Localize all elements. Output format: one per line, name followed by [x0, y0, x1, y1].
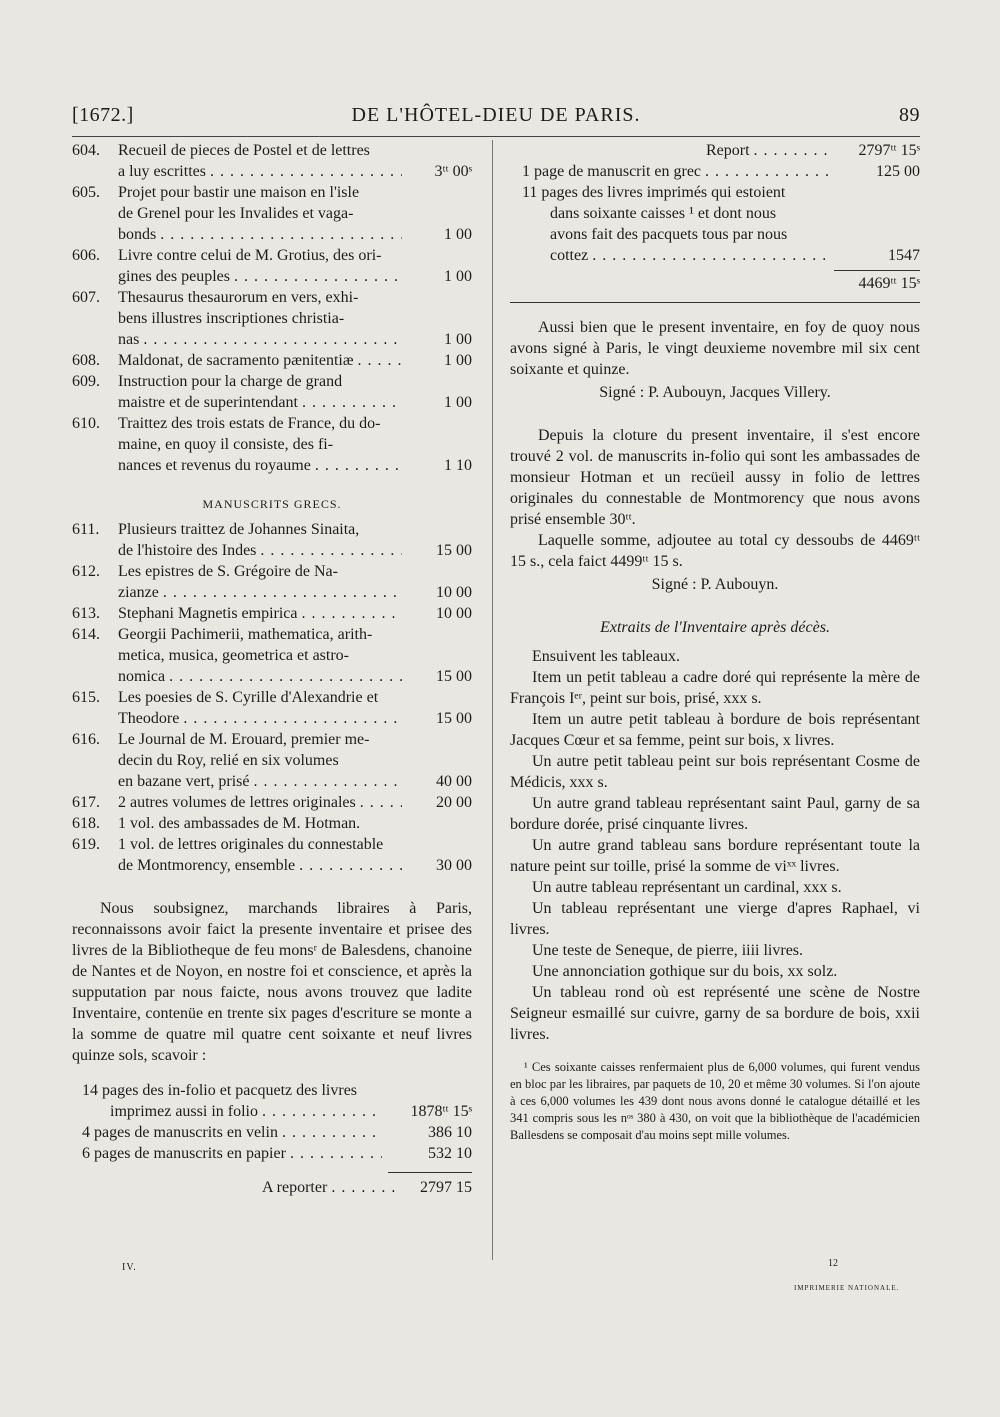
line-text: 1 vol. de lettres originales du connestable — [118, 836, 384, 853]
entry-line — [82, 1143, 472, 1164]
line-amount: 40 00 — [436, 773, 472, 790]
line-text: Les poesies de S. Cyrille d'Alexandrie et — [118, 689, 379, 706]
line-amount: 125 00 — [876, 163, 920, 180]
entry-line — [118, 666, 472, 687]
entry-number: 606. — [72, 247, 100, 264]
entry-number: 618. — [72, 815, 100, 832]
leader-dots — [210, 161, 402, 182]
tableau-item: Un autre grand tableau représentant saint Paul, garny de sa bordure dorée, prisé cinquante livres. — [510, 795, 920, 833]
entry-number: 604. — [72, 142, 100, 159]
line-text: de Montmorency, ensemble — [118, 857, 296, 874]
entry-number: 615. — [72, 689, 100, 706]
running-header — [72, 104, 920, 134]
report-amount: 2797 15 — [420, 1179, 472, 1196]
line-text: nas — [118, 331, 140, 348]
entry-number: 616. — [72, 731, 100, 748]
entry-line — [118, 455, 472, 476]
tableau-item: Item un petit tableau a cadre doré qui représente la mère de François Iᵉʳ, peint sur bois, prisé, xxx s. — [510, 669, 920, 707]
inventory-entry — [72, 287, 472, 350]
inventory-entry — [72, 561, 472, 603]
line-text: Livre contre celui de M. Grotius, des ori- — [118, 247, 382, 264]
line-text: Projet pour bastir une maison en l'isle — [118, 184, 360, 201]
line-text: Theodore — [118, 710, 180, 727]
header-title: DE L'HÔTEL-DIEU DE PARIS. — [351, 104, 641, 126]
line-amount: 15 00 — [436, 710, 472, 727]
line-amount: 15 00 — [436, 542, 472, 559]
inventory-entry — [72, 182, 472, 245]
line-text: 1 page de manuscrit en grec — [522, 163, 702, 180]
header-rule — [72, 136, 920, 137]
entry-number: 608. — [72, 352, 100, 369]
entries-list-a — [72, 140, 472, 476]
line-amount: 1 10 — [444, 457, 472, 474]
line-text: dans soixante caisses ¹ et dont nous — [550, 205, 777, 222]
line-text: a luy escrittes — [118, 163, 206, 180]
entry-line — [118, 203, 472, 224]
entry-line — [522, 182, 920, 203]
leader-dots — [358, 350, 403, 371]
entry-line — [118, 729, 472, 750]
leader-dots — [299, 855, 402, 876]
entry-number: 605. — [72, 184, 100, 201]
leader-dots — [360, 792, 402, 813]
somme-paragraph: Laquelle somme, adjoutee au total cy dessoubs de 4469ᵗᵗ 15 s., cela faict 4499ᵗᵗ 15 s. — [510, 532, 920, 570]
line-amount: 1 00 — [444, 268, 472, 285]
entry-line — [522, 161, 920, 182]
leader-dots — [183, 708, 402, 729]
entry-line — [118, 224, 472, 245]
line-text: zianze — [118, 584, 159, 601]
entry-line — [550, 224, 920, 245]
inventory-entry — [72, 245, 472, 287]
line-text: nances et revenus du royaume — [118, 457, 311, 474]
line-text: 2 autres volumes de lettres originales — [118, 794, 356, 811]
entry-number: 617. — [72, 794, 100, 811]
line-text: Les epistres de S. Grégoire de Na- — [118, 563, 338, 580]
entry-line — [118, 329, 472, 350]
inventory-entry — [72, 350, 472, 371]
line-amount: 532 10 — [428, 1145, 472, 1162]
entry-line — [118, 182, 472, 203]
line-text: bens illustres inscriptiones christia- — [118, 310, 345, 327]
report-label: A reporter — [262, 1179, 328, 1196]
inventory-entry — [72, 624, 472, 687]
leader-dots — [253, 771, 402, 792]
leader-dots — [290, 1143, 382, 1164]
right-sums — [522, 161, 920, 266]
line-text: 6 pages de manuscrits en papier — [82, 1145, 286, 1162]
entry-line — [118, 413, 472, 434]
entry-number: 619. — [72, 836, 100, 853]
entry-line — [550, 245, 920, 266]
line-amount: 386 10 — [428, 1124, 472, 1141]
line-text: imprimez aussi in folio — [110, 1103, 258, 1120]
carried-report-label: Report — [706, 142, 750, 159]
entries-list-b — [72, 519, 472, 876]
leader-dots — [163, 582, 402, 603]
left-column — [72, 140, 472, 1198]
leader-dots — [160, 224, 402, 245]
extraits-title: Extraits de l'Inventaire après décès. — [600, 619, 830, 636]
leader-dots — [592, 245, 830, 266]
line-text: 4 pages de manuscrits en velin — [82, 1124, 278, 1141]
line-text: metica, musica, geometrica et astro- — [118, 647, 350, 664]
entry-line — [118, 161, 472, 182]
header-year: [1672.] — [72, 104, 134, 126]
tableau-item: Item un autre petit tableau à bordure de bois représentant Jacques Cœur et sa femme, peint sur bois, x livres. — [510, 711, 920, 749]
signature-paragraph: Aussi bien que le present inventaire, en foy de quoy nous avons signé à Paris, le vingt deuxieme novembre mil six cent soixante et quinze. — [510, 319, 920, 378]
leader-dots — [302, 392, 402, 413]
carried-report-line — [706, 140, 920, 161]
tableau-item: Un autre petit tableau peint sur bois représentant Cosme de Médicis, xxx s. — [510, 753, 920, 791]
carried-report-amount: 2797ᵗᵗ 15ˢ — [858, 142, 920, 159]
line-amount: 1 00 — [444, 331, 472, 348]
leader-dots — [302, 603, 402, 624]
right-column — [510, 140, 920, 1144]
line-text: 11 pages des livres imprimés qui estoient — [522, 184, 786, 201]
line-text: avons fait des pacquets tous par nous — [550, 226, 788, 243]
entry-line — [118, 287, 472, 308]
line-amount: 1 00 — [444, 352, 472, 369]
line-amount: 10 00 — [436, 605, 472, 622]
sheet-number: 12 — [828, 1258, 838, 1269]
entry-line — [82, 1080, 472, 1101]
line-text: bonds — [118, 226, 157, 243]
entry-line — [118, 771, 472, 792]
tableau-item: Une annonciation gothique sur du bois, xx solz. — [532, 963, 838, 980]
line-text: Georgii Pachimerii, mathematica, arith- — [118, 626, 373, 643]
column-divider — [492, 140, 493, 1260]
tableau-item: Une teste de Seneque, de pierre, iiii livres. — [532, 942, 804, 959]
tableau-item: Ensuivent les tableaux. — [532, 648, 680, 665]
line-text: maine, en quoy il consiste, des fi- — [118, 436, 334, 453]
cloture-paragraph: Depuis la cloture du present inventaire, il s'est encore trouvé 2 vol. de manuscrits in-folio qui sont les ambassades de monsieur Hotman et un recüeil aussy in folio de lettres originales du connestable de Montmorency que nous avons prisé ensemble 30ᵗᵗ. — [510, 427, 920, 528]
tableau-item: Un tableau représentant une vierge d'apres Raphael, vi livres. — [510, 900, 920, 938]
sum-rule — [388, 1172, 472, 1173]
tableau-item: Un autre grand tableau sans bordure représentant toute la nature peint sur toille, prisé la somme de viˣˣ livres. — [510, 837, 920, 875]
footnote: ¹ Ces soixante caisses renfermaient plus de 6,000 volumes, qui furent vendus en bloc par les libraires, par paquets de 10, 20 et même 30 volumes. Si l'on ajoute à ces 6,000 volumes les 439 dont nous avons donné le catalogue détaillé et les 341 compris sous les nᵒˢ 380 à 430, on voit que la bibliothèque de l'académicien Ballesdens se composait d'au moins sept mille volumes. — [510, 1060, 920, 1142]
entry-line — [118, 266, 472, 287]
inventory-entry — [72, 603, 472, 624]
tableau-item: Un autre tableau représentant un cardinal, xxx s. — [532, 879, 842, 896]
line-amount: 10 00 — [436, 584, 472, 601]
leader-dots — [705, 161, 830, 182]
line-text: decin du Roy, relié en six volumes — [118, 752, 339, 769]
line-text: Plusieurs traittez de Johannes Sinaita, — [118, 521, 360, 538]
line-text: en bazane vert, prisé — [118, 773, 250, 790]
total-rule — [834, 270, 920, 271]
entry-number: 610. — [72, 415, 100, 432]
entry-line — [118, 140, 472, 161]
line-amount: 1547 — [888, 247, 920, 264]
line-text: 14 pages des in-folio et pacquetz des livres — [82, 1082, 358, 1099]
printer-imprint: IMPRIMERIE NATIONALE. — [794, 1284, 900, 1292]
entry-line — [118, 603, 472, 624]
leader-dots — [262, 1101, 382, 1122]
attestation-paragraph: Nous soubsignez, marchands libraires à Paris, reconnaissons avoir faict la presente inventaire et prisee des livres de la Bibliotheque de feu monsʳ de Balesdens, chanoine de Nantes et de Noyon, en nostre foi et conscience, et après la supputation par nous faicte, nous avons trouvez que ladite Inventaire, contenüe en trente six pages d'escriture se monte a la somme de quatre mil quatre cent soixante et neuf livres quinze sols, scavoir : — [72, 900, 472, 1064]
line-amount: 15 00 — [436, 668, 472, 685]
entry-line — [118, 392, 472, 413]
line-text: Thesaurus thesaurorum en vers, exhi- — [118, 289, 359, 306]
entry-line — [118, 708, 472, 729]
entry-line — [118, 561, 472, 582]
inventory-entry — [72, 519, 472, 561]
line-text: nomica — [118, 668, 166, 685]
entry-number: 614. — [72, 626, 100, 643]
line-amount: 1 00 — [444, 394, 472, 411]
entry-line — [118, 540, 472, 561]
line-text: gines des peuples — [118, 268, 230, 285]
inventory-entry — [72, 729, 472, 792]
line-amount: 3ᵗᵗ 00ˢ — [434, 163, 472, 180]
entry-line — [118, 855, 472, 876]
entry-line — [118, 813, 472, 834]
leader-dots — [143, 329, 402, 350]
leader-dots — [260, 540, 402, 561]
signature-1: Signé : P. Aubouyn, Jacques Villery. — [599, 384, 831, 401]
total-underline — [510, 302, 920, 303]
leader-dots — [315, 455, 402, 476]
entry-number: 612. — [72, 563, 100, 580]
entry-number: 611. — [72, 521, 100, 538]
entry-number: 607. — [72, 289, 100, 306]
grand-total: 4469ᵗᵗ 15ˢ — [858, 275, 920, 292]
leader-dots — [234, 266, 402, 287]
line-amount: 1 00 — [444, 226, 472, 243]
line-amount: 30 00 — [436, 857, 472, 874]
report-line — [262, 1177, 472, 1198]
page-number: 89 — [899, 104, 920, 126]
signature-2: Signé : P. Aubouyn. — [651, 576, 779, 593]
line-text: Recueil de pieces de Postel et de lettres — [118, 142, 370, 159]
line-text: maistre et de superintendant — [118, 394, 298, 411]
line-text: cottez — [550, 247, 589, 264]
entry-line — [118, 687, 472, 708]
entry-number: 609. — [72, 373, 100, 390]
line-text: Traittez des trois estats de France, du do- — [118, 415, 381, 432]
entry-line — [118, 371, 472, 392]
line-text: de l'histoire des Indes — [118, 542, 257, 559]
line-amount: 1878ᵗᵗ 15ˢ — [410, 1103, 472, 1120]
entry-line — [118, 519, 472, 540]
inventory-entry — [72, 140, 472, 182]
line-text: Stephani Magnetis empirica — [118, 605, 298, 622]
leader-dots — [282, 1122, 382, 1143]
tableaux-list — [510, 646, 920, 1045]
entry-line — [118, 792, 472, 813]
entry-line — [550, 203, 920, 224]
inventory-entry — [72, 813, 472, 834]
tableau-item: Un tableau rond où est représenté une scène de Nostre Seigneur esmaillé sur cuivre, garny de sa bordure de bois, xxii livres. — [510, 984, 920, 1043]
entry-line — [118, 245, 472, 266]
entry-line — [118, 434, 472, 455]
inventory-entry — [72, 834, 472, 876]
entry-line — [82, 1122, 472, 1143]
line-text: Instruction pour la charge de grand — [118, 373, 343, 390]
entry-line — [118, 624, 472, 645]
entry-line — [118, 834, 472, 855]
leader-dots — [169, 666, 402, 687]
line-text: Maldonat, de sacramento pænitentiæ — [118, 352, 354, 369]
section-heading-grecs: MANUSCRITS GRECS. — [202, 497, 342, 511]
line-amount: 20 00 — [436, 794, 472, 811]
entry-line — [118, 582, 472, 603]
entry-line — [118, 350, 472, 371]
line-text: de Grenel pour les Invalides et vaga- — [118, 205, 354, 222]
inventory-entry — [72, 413, 472, 476]
inventory-entry — [72, 371, 472, 413]
line-text: Le Journal de M. Erouard, premier me- — [118, 731, 370, 748]
inventory-entry — [72, 792, 472, 813]
line-text: 1 vol. des ambassades de M. Hotman. — [118, 815, 361, 832]
entry-line — [110, 1101, 472, 1122]
entry-number: 613. — [72, 605, 100, 622]
inventory-entry — [72, 687, 472, 729]
signature-mark: IV. — [122, 1262, 137, 1273]
entry-line — [118, 645, 472, 666]
left-sums — [82, 1080, 472, 1164]
entry-line — [118, 308, 472, 329]
entry-line — [118, 750, 472, 771]
